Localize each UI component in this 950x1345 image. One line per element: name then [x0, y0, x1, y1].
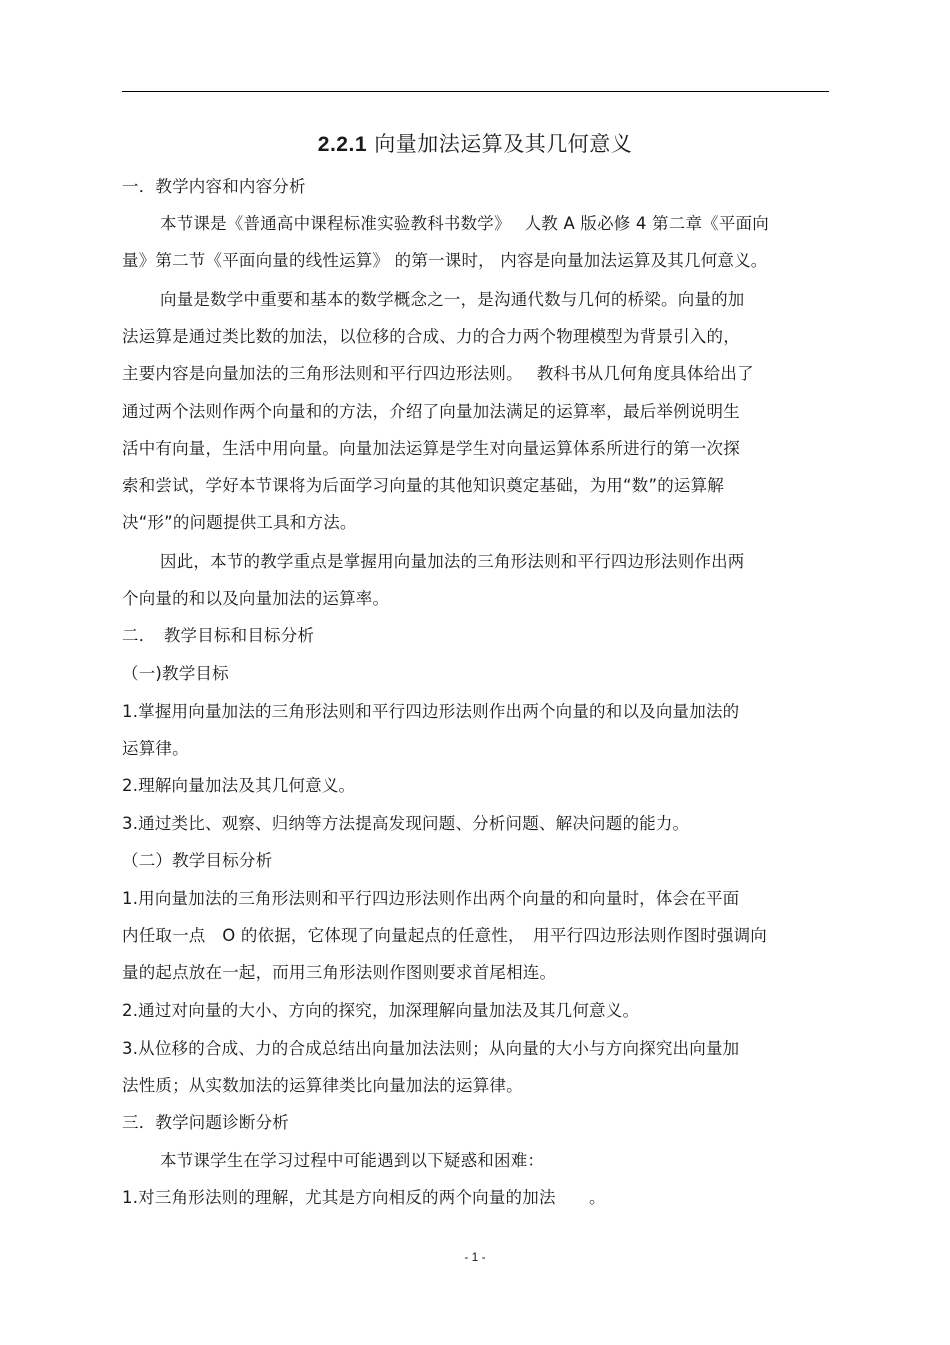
- paragraph-line: 量》第二节《平面向量的线性运算》 的第一课时， 内容是向量加法运算及其几何意义。: [122, 251, 768, 270]
- paragraph-line: 本节课是《普通高中课程标准实验教科书数学》 人教 A 版必修 4 第二章《平面向: [160, 214, 769, 233]
- list-item: 2.通过对向量的大小、方向的探究，加深理解向量加法及其几何意义。: [122, 1001, 640, 1020]
- paragraph-line: 索和尝试，学好本节课将为后面学习向量的其他知识奠定基础，为用“数”的运算解: [122, 476, 724, 495]
- page-number: - 1 -: [464, 1250, 486, 1264]
- section-heading-1: 一．教学内容和内容分析: [122, 177, 306, 196]
- paragraph-line: 个向量的和以及向量加法的运算率。: [122, 589, 390, 608]
- paragraph-line: 主要内容是向量加法的三角形法则和平行四边形法则。 教科书从几何角度具体给出了: [122, 364, 754, 383]
- section-heading-2: 二． 教学目标和目标分析: [122, 626, 315, 645]
- section-heading-3: 三．教学问题诊断分析: [122, 1113, 289, 1132]
- title-number: 2.2.1: [317, 133, 368, 156]
- paragraph-line: 决“形”的问题提供工具和方法。: [122, 513, 357, 532]
- list-item-continued: 运算律。: [122, 739, 189, 758]
- paragraph-line: 向量是数学中重要和基本的数学概念之一，是沟通代数与几何的桥梁。向量的加: [160, 290, 745, 309]
- paragraph-line: 本节课学生在学习过程中可能遇到以下疑惑和困难：: [160, 1151, 545, 1170]
- list-item: 1.对三角形法则的理解，尤其是方向相反的两个向量的加法 。: [122, 1188, 606, 1207]
- paragraph-line: 通过两个法则作两个向量和的方法，介绍了向量加法满足的运算率，最后举例说明生: [122, 402, 740, 421]
- paragraph-line: 活中有向量，生活中用向量。向量加法运算是学生对向量运算体系所进行的第一次探: [122, 439, 740, 458]
- list-item-continued: 量的起点放在一起，而用三角形法则作图则要求首尾相连。: [122, 963, 557, 982]
- list-item: 2.理解向量加法及其几何意义。: [122, 776, 356, 795]
- subsection-heading: （一)教学目标: [122, 664, 229, 683]
- list-item-continued: 法性质；从实数加法的运算律类比向量加法的运算律。: [122, 1076, 523, 1095]
- paragraph-line: 法运算是通过类比数的加法，以位移的合成、力的合力两个物理模型为背景引入的，: [122, 327, 740, 346]
- list-item: 1.用向量加法的三角形法则和平行四边形法则作出两个向量的和向量时，体会在平面: [122, 889, 740, 908]
- list-item-continued: 内任取一点 O 的依据，它体现了向量起点的任意性， 用平行四边形法则作图时强调向: [122, 926, 767, 945]
- paragraph-line: 因此，本节的教学重点是掌握用向量加法的三角形法则和平行四边形法则作出两: [160, 552, 745, 571]
- subsection-heading: （二）教学目标分析: [122, 851, 273, 870]
- list-item: 3.通过类比、观察、归纳等方法提高发现问题、分析问题、解决问题的能力。: [122, 814, 690, 833]
- title-text: 向量加法运算及其几何意义: [374, 132, 633, 156]
- document-title: [0, 128, 950, 158]
- list-item: 1.掌握用向量加法的三角形法则和平行四边形法则作出两个向量的和以及向量加法的: [122, 702, 740, 721]
- header-rule: [122, 91, 829, 92]
- list-item: 3.从位移的合成、力的合成总结出向量加法法则；从向量的大小与方向探究出向量加: [122, 1039, 740, 1058]
